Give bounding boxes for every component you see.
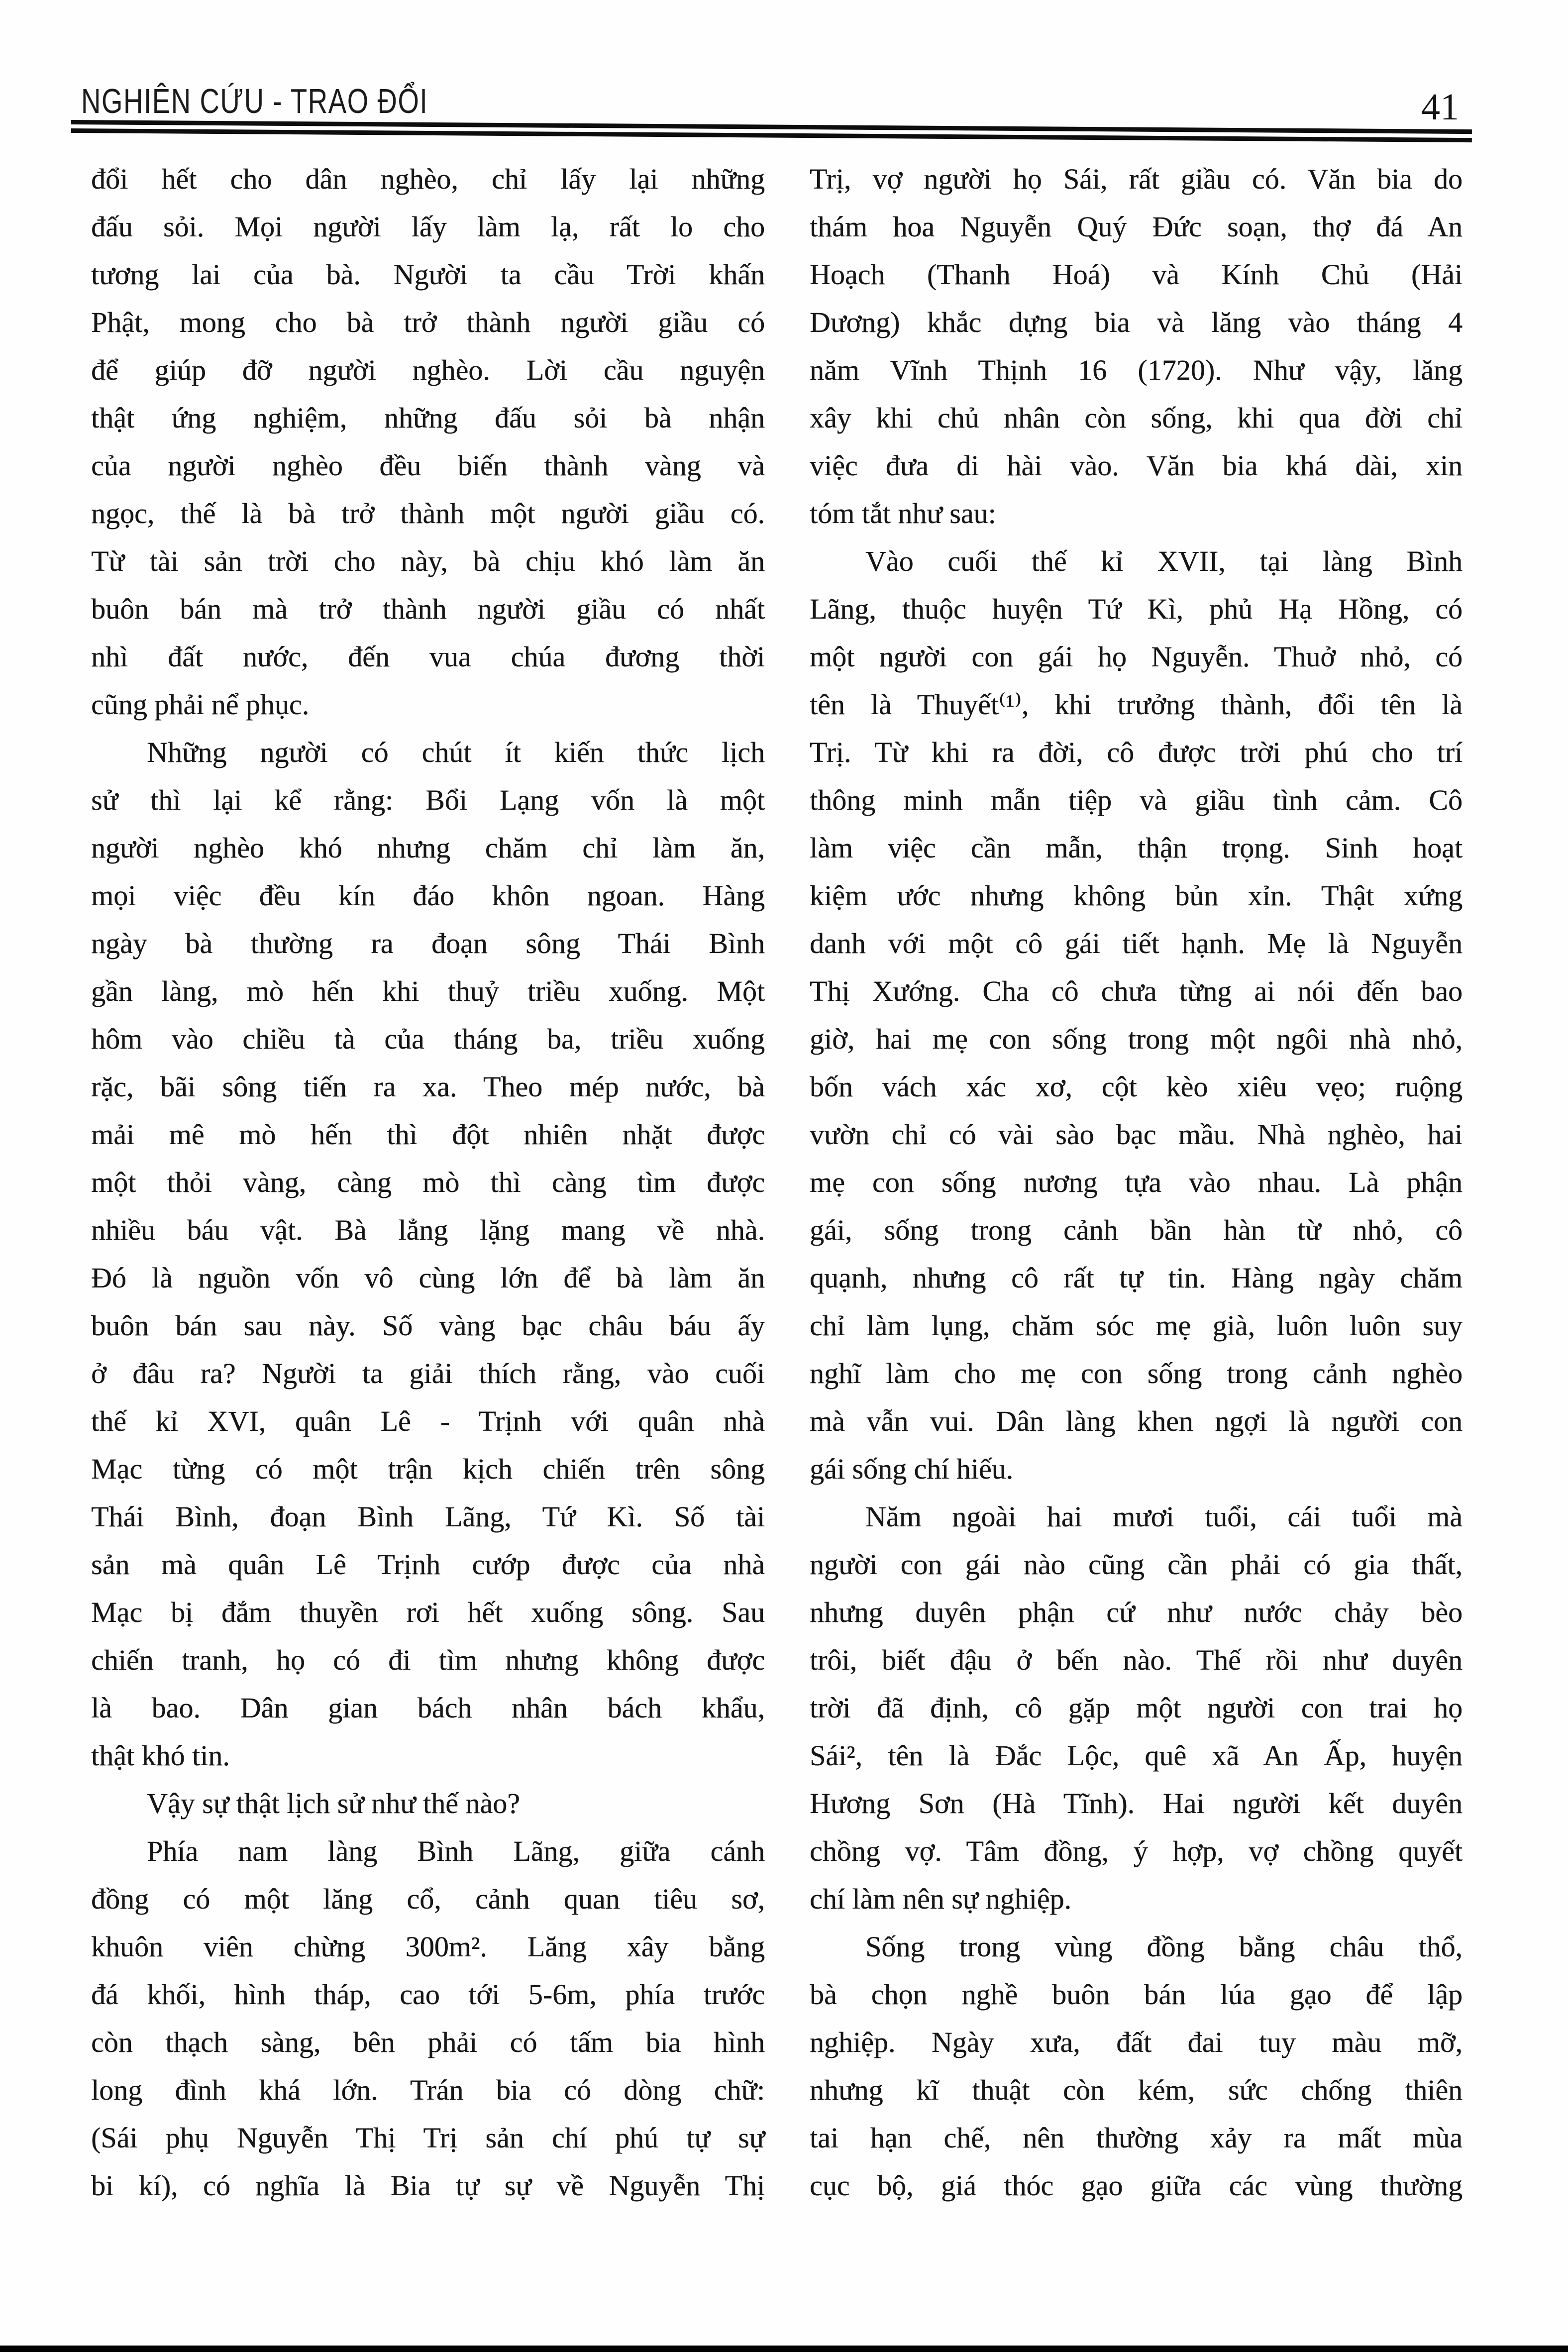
text-line: tên là Thuyết⁽¹⁾, khi trưởng thành, đổi tên là xyxy=(810,688,1463,721)
text-line: Những người có chút ít kiến thức lịch xyxy=(147,736,765,768)
text-line: mà vẫn vui. Dân làng khen ngợi là người con xyxy=(810,1405,1463,1437)
text-line: Hương Sơn (Hà Tĩnh). Hai người kết duyên xyxy=(810,1787,1463,1819)
text-line: trời đã định, cô gặp một người con trai họ xyxy=(810,1692,1463,1724)
text-line: đá khối, hình tháp, cao tới 5-6m, phía trước xyxy=(91,1978,765,2011)
text-line: chỉ làm lụng, chăm sóc mẹ già, luôn luôn suy xyxy=(810,1309,1463,1342)
text-line: trôi, biết đậu ở bến nào. Thế rồi như duyên xyxy=(810,1644,1463,1676)
text-line: Phật, mong cho bà trở thành người giầu có xyxy=(91,306,765,338)
text-line: hôm vào chiều tà của tháng ba, triều xuống xyxy=(91,1023,765,1055)
text-line: giờ, hai mẹ con sống trong một ngôi nhà nhỏ, xyxy=(810,1023,1463,1055)
text-line: một thỏi vàng, càng mò thì càng tìm được xyxy=(91,1166,765,1198)
text-line: Vậy sự thật lịch sử như thế nào? xyxy=(147,1787,520,1819)
text-line: cũng phải nể phục. xyxy=(91,688,310,721)
text-line: Thị Xướng. Cha cô chưa từng ai nói đến bao xyxy=(810,975,1463,1007)
text-line: Trị, vợ người họ Sái, rất giầu có. Văn bia do xyxy=(810,163,1463,195)
text-column-left xyxy=(91,155,765,2210)
text-line: bốn vách xác xơ, cột kèo xiêu vẹo; ruộng xyxy=(810,1070,1463,1103)
text-line: Thái Bình, đoạn Bình Lãng, Tứ Kì. Số tài xyxy=(91,1500,765,1533)
text-line: tương lai của bà. Người ta cầu Trời khấn xyxy=(91,258,765,291)
text-line: Vào cuối thế kỉ XVII, tại làng Bình xyxy=(865,545,1463,577)
text-line: danh với một cô gái tiết hạnh. Mẹ là Nguyễn xyxy=(810,927,1463,960)
text-line: gái sống chí hiếu. xyxy=(810,1453,1014,1485)
text-line: rặc, bãi sông tiến ra xa. Theo mép nước, bà xyxy=(91,1070,765,1103)
text-line: Mạc từng có một trận kịch chiến trên sông xyxy=(91,1453,765,1485)
text-line: nghiệp. Ngày xưa, đất đai tuy màu mỡ, xyxy=(810,2026,1463,2058)
text-line: Từ tài sản trời cho này, bà chịu khó làm ăn xyxy=(91,545,765,577)
text-line: chồng vợ. Tâm đồng, ý hợp, vợ chồng quyết xyxy=(810,1835,1463,1867)
text-line: xây khi chủ nhân còn sống, khi qua đời chỉ xyxy=(810,402,1463,434)
text-line: một người con gái họ Nguyễn. Thuở nhỏ, có xyxy=(810,641,1463,673)
text-line: thật ứng nghiệm, những đấu sỏi bà nhận xyxy=(91,402,765,434)
text-column-right xyxy=(810,155,1463,2210)
text-line: đổi hết cho dân nghèo, chỉ lấy lại những xyxy=(91,163,765,195)
text-line: tai hạn chế, nên thường xảy ra mất mùa xyxy=(810,2122,1463,2154)
text-line: việc đưa di hài vào. Văn bia khá dài, xin xyxy=(810,449,1463,482)
text-line: đấu sỏi. Mọi người lấy làm lạ, rất lo cho xyxy=(91,211,765,243)
text-line: nghĩ làm cho mẹ con sống trong cảnh nghèo xyxy=(810,1357,1463,1390)
text-line: còn thạch sàng, bên phải có tấm bia hình xyxy=(91,2026,765,2058)
header-double-rule xyxy=(71,120,1472,142)
text-line: của người nghèo đều biến thành vàng và xyxy=(91,449,765,482)
text-line: Sống trong vùng đồng bằng châu thổ, xyxy=(865,1930,1463,1963)
text-line: kiệm ước nhưng không bủn xỉn. Thật xứng xyxy=(810,879,1463,912)
text-line: bà chọn nghề buôn bán lúa gạo để lập xyxy=(810,1978,1463,2011)
running-head-section-title: NGHIÊN CỨU - TRAO ĐỔI xyxy=(81,82,428,120)
text-line: Dương) khắc dựng bia và lăng vào tháng 4 xyxy=(810,306,1463,338)
text-line: buôn bán mà trở thành người giầu có nhất xyxy=(91,593,765,625)
text-line: gái, sống trong cảnh bần hàn từ nhỏ, cô xyxy=(810,1214,1463,1246)
text-line: mải mê mò hến thì đột nhiên nhặt được xyxy=(91,1118,765,1151)
text-line: Sái², tên là Đắc Lộc, quê xã An Ấp, huyện xyxy=(810,1739,1463,1772)
text-line: chí làm nên sự nghiệp. xyxy=(810,1883,1071,1915)
text-line: buôn bán sau này. Số vàng bạc châu báu ấy xyxy=(91,1309,765,1342)
text-line: Đó là nguồn vốn vô cùng lớn để bà làm ăn xyxy=(91,1262,765,1294)
text-line: khuôn viên chừng 300m². Lăng xây bằng xyxy=(91,1930,765,1963)
text-line: thế kỉ XVI, quân Lê - Trịnh với quân nhà xyxy=(91,1405,765,1437)
text-line: Phía nam làng Bình Lãng, giữa cánh xyxy=(147,1835,765,1867)
text-line: gần làng, mò hến khi thuỷ triều xuống. Một xyxy=(91,975,765,1007)
text-line: long đình khá lớn. Trán bia có dòng chữ: xyxy=(91,2074,765,2106)
text-line: làm việc cần mẫn, thận trọng. Sinh hoạt xyxy=(810,832,1463,864)
text-line: nhưng kĩ thuật còn kém, sức chống thiên xyxy=(810,2074,1463,2106)
text-line: Năm ngoài hai mươi tuổi, cái tuổi mà xyxy=(865,1500,1463,1533)
text-line: Mạc bị đắm thuyền rơi hết xuống sông. Sau xyxy=(91,1596,765,1628)
text-line: người con gái nào cũng cần phải có gia thất, xyxy=(810,1548,1463,1581)
text-line: mẹ con sống nương tựa vào nhau. Là phận xyxy=(810,1166,1463,1198)
text-line: đồng có một lăng cổ, cảnh quan tiêu sơ, xyxy=(91,1883,765,1915)
text-line: ở đâu ra? Người ta giải thích rằng, vào cuối xyxy=(91,1357,765,1390)
text-line: bi kí), có nghĩa là Bia tự sự về Nguyễn Thị xyxy=(91,2169,765,2202)
text-line: Lãng, thuộc huyện Tứ Kì, phủ Hạ Hồng, có xyxy=(810,593,1463,625)
text-line: nhì đất nước, đến vua chúa đương thời xyxy=(91,641,765,673)
text-line: năm Vĩnh Thịnh 16 (1720). Như vậy, lăng xyxy=(810,354,1463,386)
page-number: 41 xyxy=(1421,86,1459,128)
text-line: ngọc, thế là bà trở thành một người giầu có. xyxy=(91,497,765,530)
text-line: chiến tranh, họ có đi tìm nhưng không được xyxy=(91,1644,765,1676)
text-line: sản mà quân Lê Trịnh cướp được của nhà xyxy=(91,1548,765,1581)
text-line: tóm tắt như sau: xyxy=(810,497,996,530)
text-line: Trị. Từ khi ra đời, cô được trời phú cho trí xyxy=(810,736,1463,768)
text-line: người nghèo khó nhưng chăm chỉ làm ăn, xyxy=(91,832,765,864)
text-line: Hoạch (Thanh Hoá) và Kính Chủ (Hải xyxy=(810,258,1463,291)
text-line: (Sái phụ Nguyễn Thị Trị sản chí phú tự sự xyxy=(91,2122,765,2154)
text-line: cục bộ, giá thóc gạo giữa các vùng thường xyxy=(810,2169,1463,2202)
text-line: sử thì lại kể rằng: Bổi Lạng vốn là một xyxy=(91,784,765,816)
text-line: nhiều báu vật. Bà lẳng lặng mang về nhà. xyxy=(91,1214,765,1246)
text-line: quạnh, nhưng cô rất tự tin. Hàng ngày chăm xyxy=(810,1262,1463,1294)
text-line: là bao. Dân gian bách nhân bách khẩu, xyxy=(91,1692,765,1724)
text-line: thám hoa Nguyễn Quý Đức soạn, thợ đá An xyxy=(810,211,1463,243)
text-line: để giúp đỡ người nghèo. Lời cầu nguyện xyxy=(91,354,765,386)
text-line: vườn chỉ có vài sào bạc mầu. Nhà nghèo, hai xyxy=(810,1118,1463,1151)
text-line: thông minh mẫn tiệp và giầu tình cảm. Cô xyxy=(810,784,1463,816)
text-line: ngày bà thường ra đoạn sông Thái Bình xyxy=(91,927,765,960)
scan-edge-bar xyxy=(0,2346,1568,2352)
text-line: thật khó tin. xyxy=(91,1739,230,1772)
text-line: mọi việc đều kín đáo khôn ngoan. Hàng xyxy=(91,879,765,912)
text-line: nhưng duyên phận cứ như nước chảy bèo xyxy=(810,1596,1463,1628)
